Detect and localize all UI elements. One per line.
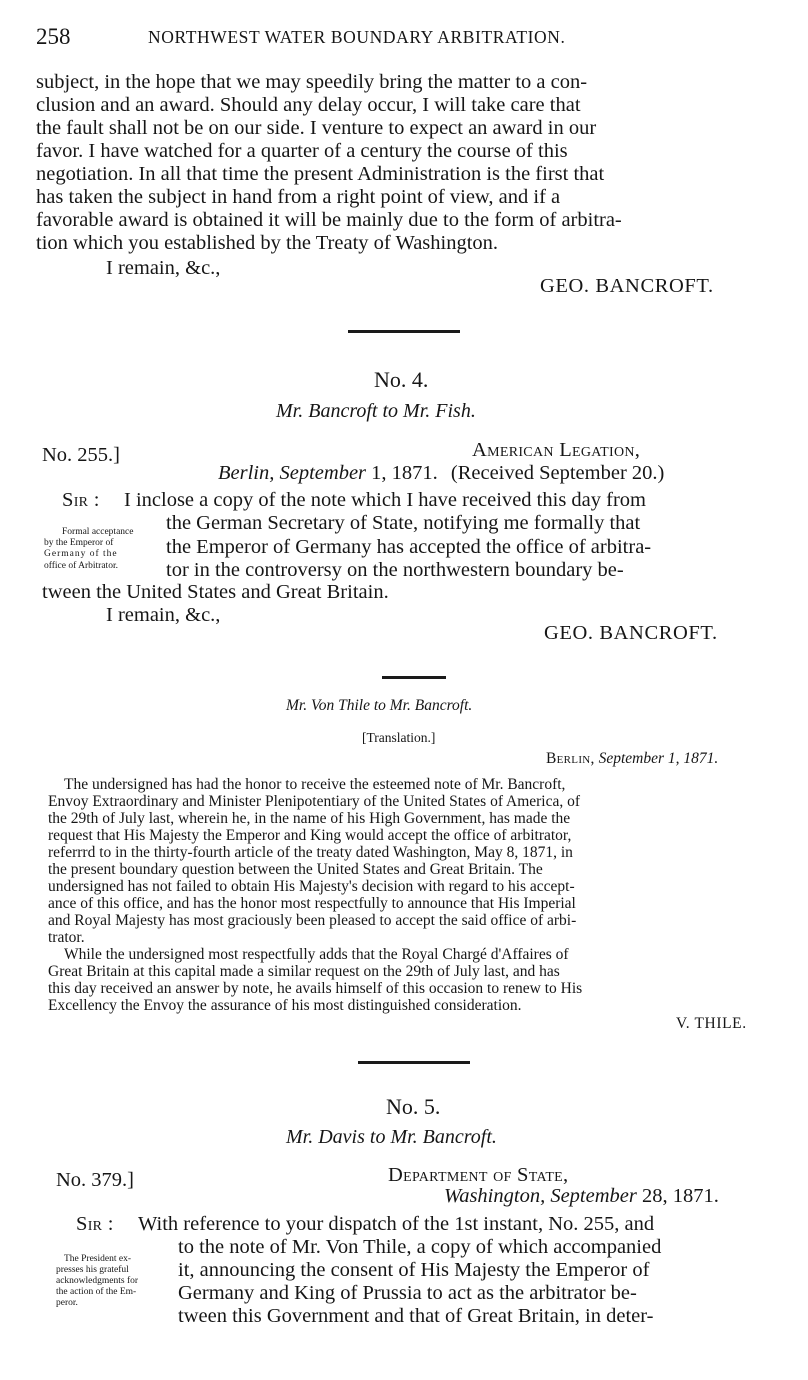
dispatch-number: No. 255.] bbox=[42, 444, 121, 466]
text-line: trator. bbox=[48, 929, 85, 946]
margin-note-line: Germany of the bbox=[44, 549, 118, 559]
text-line: the present boundary question between the United States and Great Britain. The bbox=[48, 861, 543, 878]
sender-origin: American Legation, bbox=[472, 439, 641, 461]
text-line: ance of this office, and has the honor most respectfully to announce that His Imperial bbox=[48, 895, 576, 912]
received-note: (Received September 20.) bbox=[450, 462, 665, 484]
document-number: No. 4. bbox=[374, 367, 429, 392]
text-line: The undersigned has had the honor to receive the esteemed note of Mr. Bancroft, bbox=[64, 776, 566, 793]
date-place: Berlin, September bbox=[218, 462, 367, 484]
text-line: the 29th of July last, wherein he, in the name of his High Government, has made the bbox=[48, 810, 571, 827]
margin-note-line: The President ex- bbox=[64, 1254, 132, 1264]
dateline bbox=[444, 1184, 719, 1208]
text-line: favor. I have watched for a quarter of a century the course of this bbox=[36, 140, 568, 162]
text-line: undersigned has not failed to obtain His Majesty's decision with regard to his accept- bbox=[48, 878, 575, 895]
signature: GEO. BANCROFT. bbox=[540, 275, 714, 297]
text-line: I inclose a copy of the note which I have received this day from bbox=[124, 489, 646, 511]
text-line: has taken the subject in hand from a right point of view, and if a bbox=[36, 186, 561, 208]
text-line: this day received an answer by note, he avails himself of this occasion to renew to His bbox=[48, 980, 583, 997]
sender-origin: Department of State, bbox=[388, 1164, 569, 1186]
signature: V. THILE. bbox=[676, 1015, 747, 1032]
running-title: NORTHWEST WATER BOUNDARY ARBITRATION. bbox=[148, 27, 566, 47]
page-number: 258 bbox=[36, 24, 71, 49]
dispatch-number: No. 379.] bbox=[56, 1169, 135, 1191]
margin-note-line: peror. bbox=[56, 1298, 78, 1308]
enclosure-place: Berlin, bbox=[546, 750, 595, 767]
section-divider bbox=[348, 330, 460, 333]
text-line: Germany and King of Prussia to act as the arbitrator be- bbox=[178, 1282, 637, 1304]
date-place: Washington, September bbox=[444, 1185, 637, 1207]
margin-note-line: by the Emperor of bbox=[44, 538, 114, 548]
text-line: Envoy Extraordinary and Minister Plenipotentiary of the United States of America, of bbox=[48, 793, 581, 810]
text-line: favorable award is obtained it will be mainly due to the form of arbitra- bbox=[36, 209, 622, 231]
text-line: subject, in the hope that we may speedily bring the matter to a con- bbox=[36, 71, 588, 93]
margin-note-line: office of Arbitrator. bbox=[44, 561, 118, 571]
dateline bbox=[218, 461, 664, 485]
text-line: tween the United States and Great Britain. bbox=[42, 581, 389, 603]
text-line: the Emperor of Germany has accepted the office of arbitra- bbox=[166, 536, 652, 558]
date-rest: 28, 1871. bbox=[641, 1185, 719, 1207]
text-line: tween this Government and that of Great Britain, in deter- bbox=[178, 1305, 654, 1327]
text-line: tor in the controversy on the northwestern boundary be- bbox=[166, 559, 624, 581]
margin-note-line: presses his grateful bbox=[56, 1265, 129, 1275]
closing: I remain, &c., bbox=[106, 604, 221, 626]
text-line: tion which you established by the Treaty of Washington. bbox=[36, 232, 499, 254]
text-line: referrrd to in the thirty-fourth article of the treaty dated Washington, May 8, 1871, in bbox=[48, 844, 573, 861]
date-rest: 1, 1871. bbox=[371, 462, 438, 484]
text-line: negotiation. In all that time the present Administration is the first that bbox=[36, 163, 605, 185]
enclosure-title: Mr. Von Thile to Mr. Bancroft. bbox=[286, 697, 473, 714]
text-line: request that His Majesty the Emperor and King would accept the office of arbitrator, bbox=[48, 827, 572, 844]
text-line: While the undersigned most respectfully adds that the Royal Chargé d'Affaires of bbox=[64, 946, 569, 963]
text-line: to the note of Mr. Von Thile, a copy of which accompanied bbox=[178, 1236, 662, 1258]
document-title: Mr. Bancroft to Mr. Fish. bbox=[276, 400, 476, 422]
margin-note-line: the action of the Em- bbox=[56, 1287, 137, 1297]
margin-note-line: acknowledgments for bbox=[56, 1276, 139, 1286]
text-line: Excellency the Envoy the assurance of his most distinguished consideration. bbox=[48, 997, 522, 1014]
section-divider bbox=[382, 676, 446, 679]
text-line: the German Secretary of State, notifying me formally that bbox=[166, 512, 641, 534]
signature: GEO. BANCROFT. bbox=[544, 622, 718, 644]
margin-note-line: Formal acceptance bbox=[62, 527, 134, 537]
section-divider bbox=[358, 1061, 470, 1064]
enclosure-date: September 1, 1871. bbox=[598, 750, 719, 767]
text-line: With reference to your dispatch of the 1st instant, No. 255, and bbox=[138, 1213, 655, 1235]
salutation: Sir : bbox=[62, 489, 100, 511]
closing: I remain, &c., bbox=[106, 257, 221, 279]
text-line: and Royal Majesty has most graciously been pleased to accept the said office of arbi- bbox=[48, 912, 577, 929]
text-line: Great Britain at this capital made a similar request on the 29th of July last, and has bbox=[48, 963, 560, 980]
enclosure-dateline bbox=[546, 750, 718, 768]
text-line: it, announcing the consent of His Majesty the Emperor of bbox=[178, 1259, 650, 1281]
text-line: clusion and an award. Should any delay occur, I will take care that bbox=[36, 94, 581, 116]
document-number: No. 5. bbox=[386, 1094, 441, 1119]
salutation: Sir : bbox=[76, 1213, 114, 1235]
text-line: the fault shall not be on our side. I venture to expect an award in our bbox=[36, 117, 597, 139]
translation-label: [Translation.] bbox=[362, 730, 436, 745]
document-title: Mr. Davis to Mr. Bancroft. bbox=[286, 1126, 497, 1148]
